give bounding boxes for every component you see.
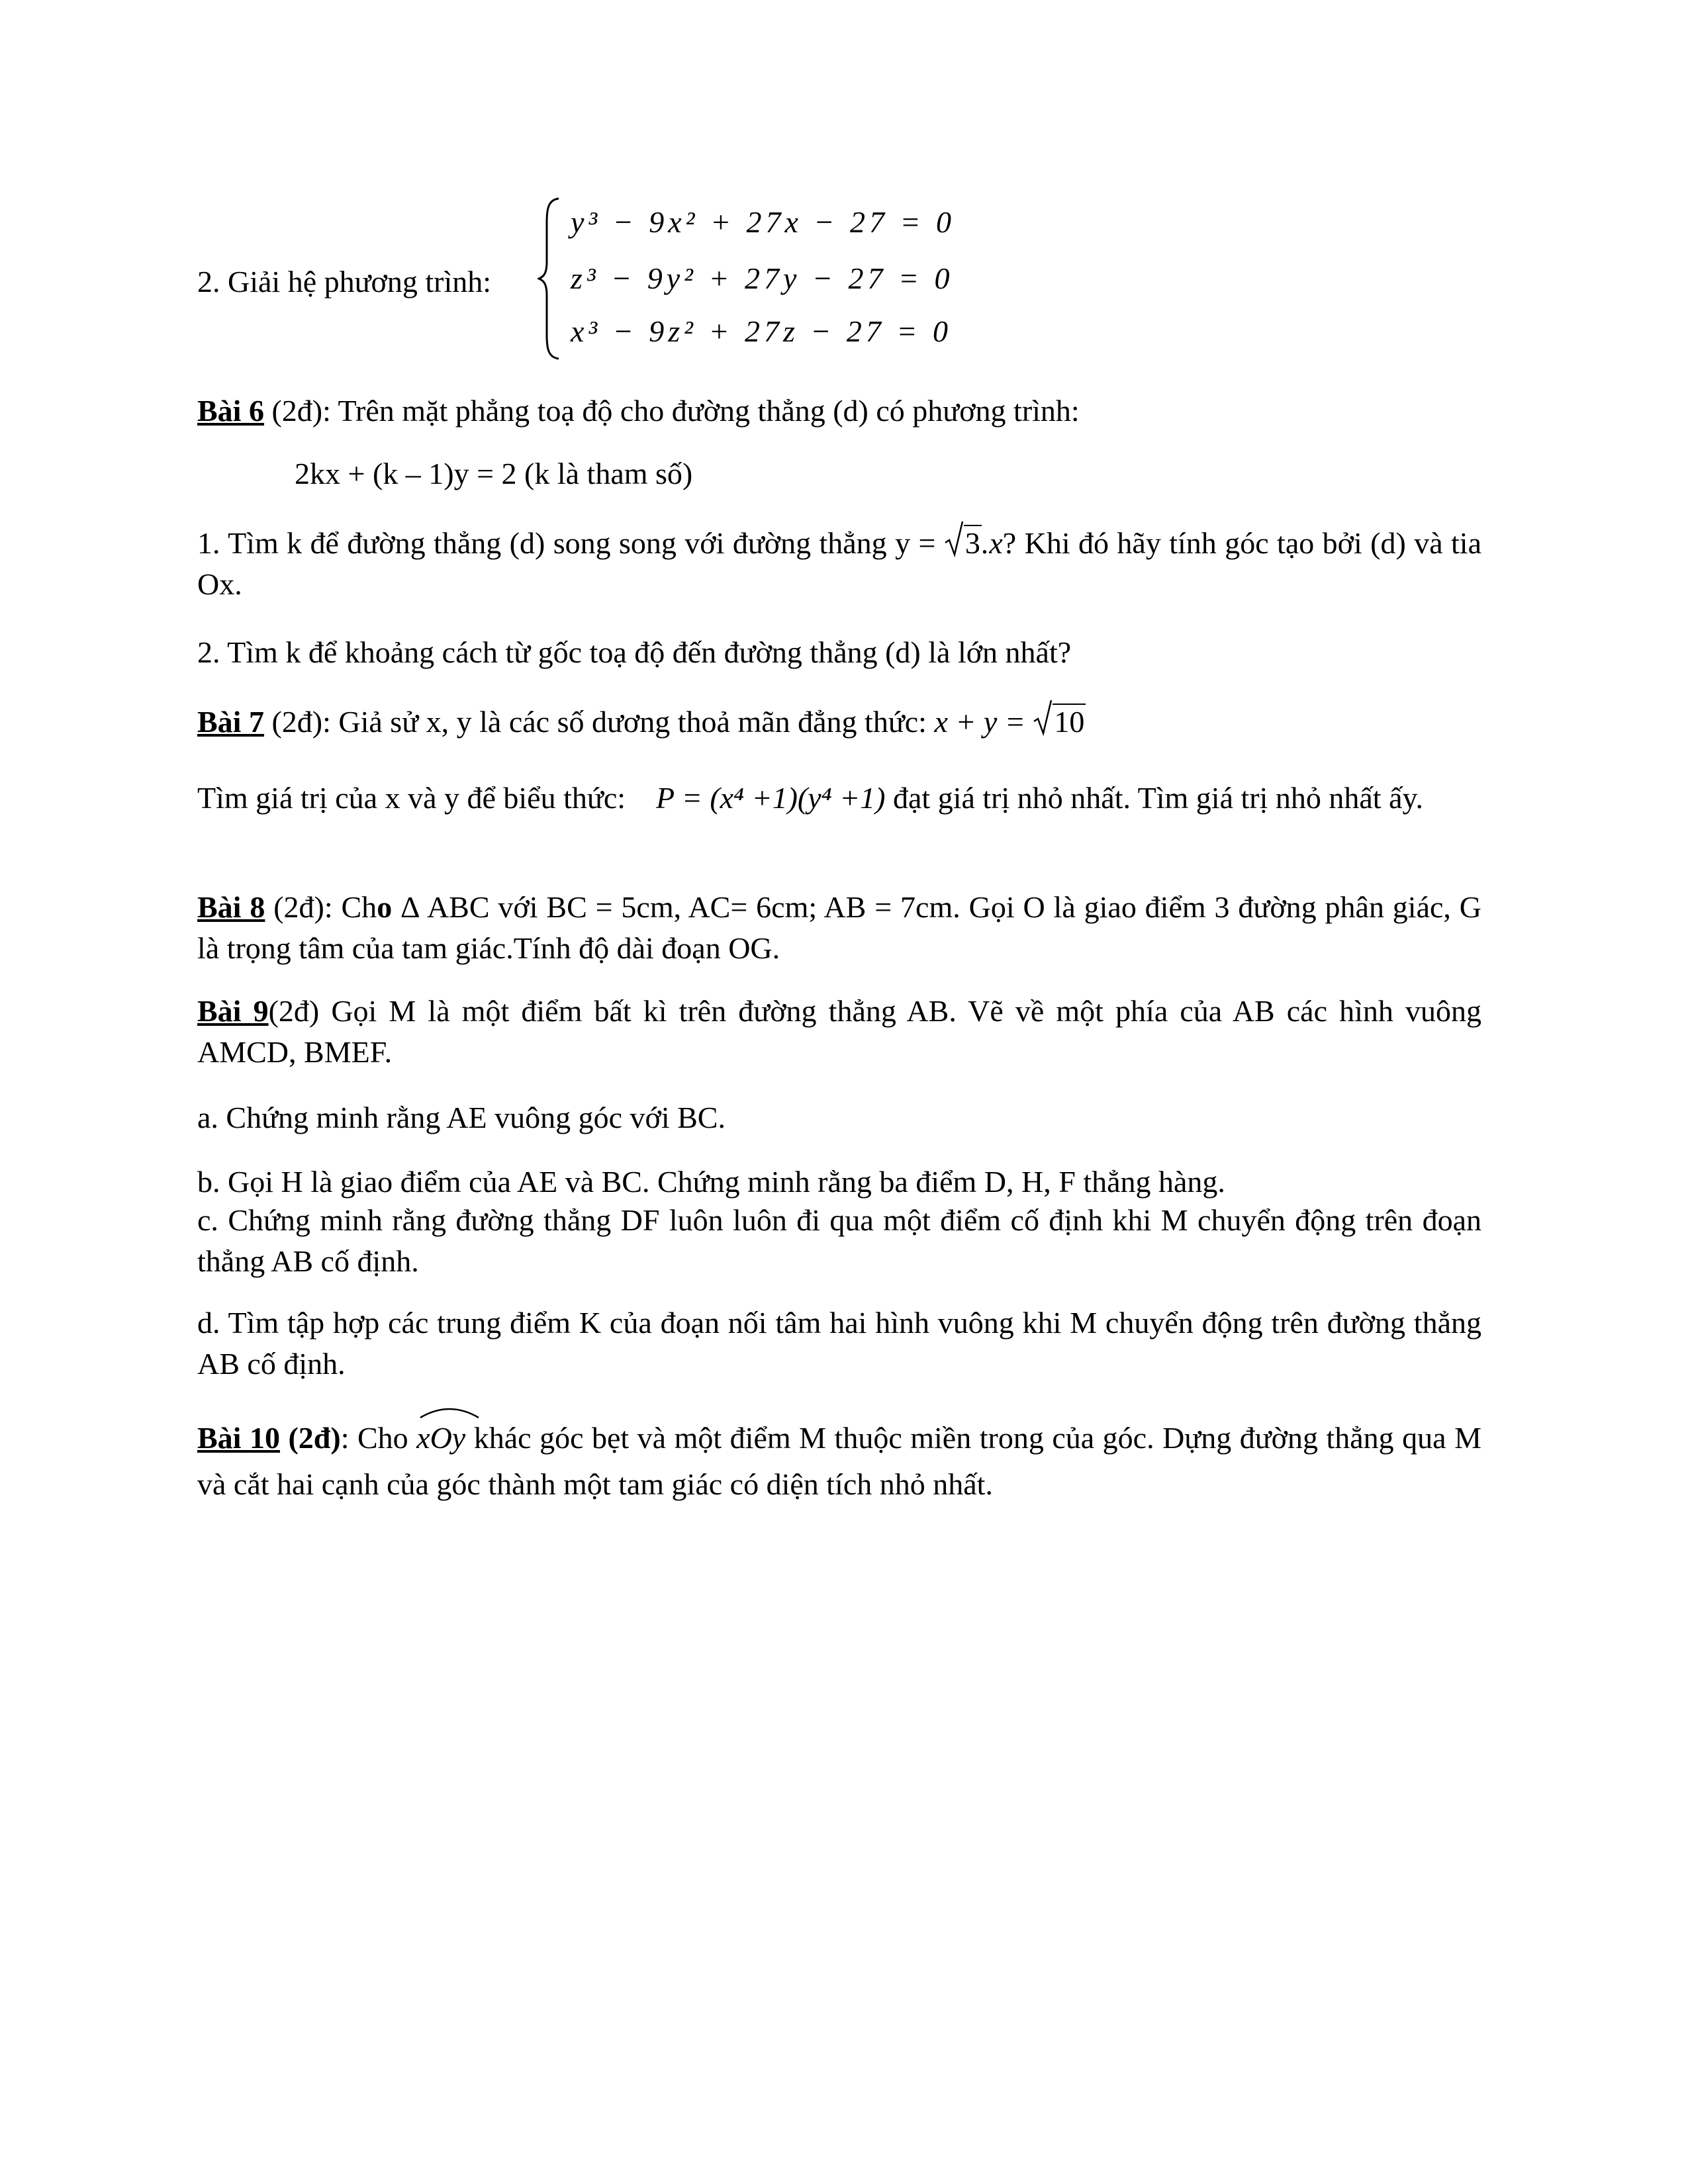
bai10-label: Bài 10 [197, 1421, 280, 1455]
bai7-condition: x + y = [934, 705, 1033, 739]
bai10-intro: : Cho [340, 1421, 417, 1455]
sqrt-3-radicand: 3 [964, 526, 980, 560]
bai9-paragraph [197, 991, 1481, 1073]
bai7-task-after: đạt giá trị nhỏ nhất. Tìm giá trị nhỏ nhất ấy. [885, 781, 1424, 815]
bai8-paragraph [197, 887, 1481, 969]
equation-1: y³ − 9x² + 27x − 27 = 0 [571, 205, 955, 239]
bai6-label: Bài 6 [197, 394, 264, 428]
bai7-task [197, 778, 1481, 819]
bai10-text: khác góc bẹt và một điểm M thuộc miền trong của góc. Dựng đường thẳng qua M và cắt hai cạnh của góc thành một tam giác có diện tích nhỏ nhất. [197, 1421, 1481, 1501]
bai6-equation: 2kx + (k – 1)y = 2 (k là tham số) [295, 457, 693, 490]
bai10-paragraph [197, 1410, 1481, 1508]
bai9-part-a: a. Chứng minh rằng AE vuông góc với BC. [197, 1101, 726, 1134]
bai9-intro: (2đ) Gọi M là một điểm bất kì trên đường thẳng AB. Vẽ về một phía của AB các hình vuông AMCD, BMEF. [197, 994, 1481, 1069]
bai6-heading [197, 390, 1481, 432]
bai7-intro: (2đ): Giả sử x, y là các số dương thoả mãn đẳng thức: [263, 705, 935, 739]
bai7-heading [197, 702, 1481, 743]
bai7-expression: P = (x⁴ +1)(y⁴ +1) [656, 781, 886, 815]
bai7-label: Bài 7 [197, 705, 264, 739]
bai9-part-b: b. Gọi H là giao điểm của AE và BC. Chứng minh rằng ba điểm D, H, F thẳng hàng. [197, 1165, 1225, 1199]
angle-xoy [416, 1410, 465, 1461]
bai8-text-after: Δ ABC với BC = 5cm, AC= 6cm; AB = 7cm. Gọi O là giao điểm 3 đường phân giác, G là trọng tâm của tam giác.Tính độ dài đoạn OG. [197, 890, 1482, 965]
bai6-question-2: 2. Tìm k để khoảng cách từ gốc toạ độ đến đường thẳng (d) là lớn nhất? [197, 635, 1072, 669]
bai8-label: Bài 8 [197, 890, 265, 924]
bai10-points: (2đ) [279, 1421, 341, 1455]
bai9-part-c: c. Chứng minh rằng đường thẳng DF luôn luôn đi qua một điểm cố định khi M chuyển động trên đoạn thẳng AB cố định. [197, 1203, 1481, 1278]
bai8-text-before: (2đ): Ch [265, 890, 377, 924]
bai9-label: Bài 9 [197, 994, 269, 1028]
bai6-q1-math: .x [981, 526, 1003, 560]
bai9-part-d: d. Tìm tập hợp các trung điểm K của đoạn nối tâm hai hình vuông khi M chuyển động trên đường thẳng AB cố định. [197, 1306, 1481, 1381]
system-label: 2. Giải hệ phương trình: [197, 265, 492, 298]
angle-xoy-text: xOy [416, 1421, 466, 1455]
sqrt-3 [944, 523, 982, 564]
bai6-q1-before: 1. Tìm k để đường thẳng (d) song song với đường thẳng y = [197, 526, 944, 560]
sqrt-10-radicand: 10 [1054, 705, 1085, 739]
bai6-intro: (2đ): Trên mặt phẳng toạ độ cho đường thẳng (d) có phương trình: [263, 394, 1080, 428]
bai7-task-before: Tìm giá trị của x và y để biểu thức: [197, 781, 633, 815]
bai6-question-1 [197, 523, 1481, 605]
equation-3: x³ − 9z² + 27z − 27 = 0 [571, 314, 952, 348]
left-brace [538, 196, 564, 361]
bai8-text-bold: o [377, 890, 393, 924]
sqrt-10 [1033, 702, 1086, 743]
bai6-q1-after: ? Khi đó hãy tính góc tạo bởi (d) và tia Ox. [197, 526, 1482, 601]
equation-2: z³ − 9y² + 27y − 27 = 0 [571, 261, 954, 295]
